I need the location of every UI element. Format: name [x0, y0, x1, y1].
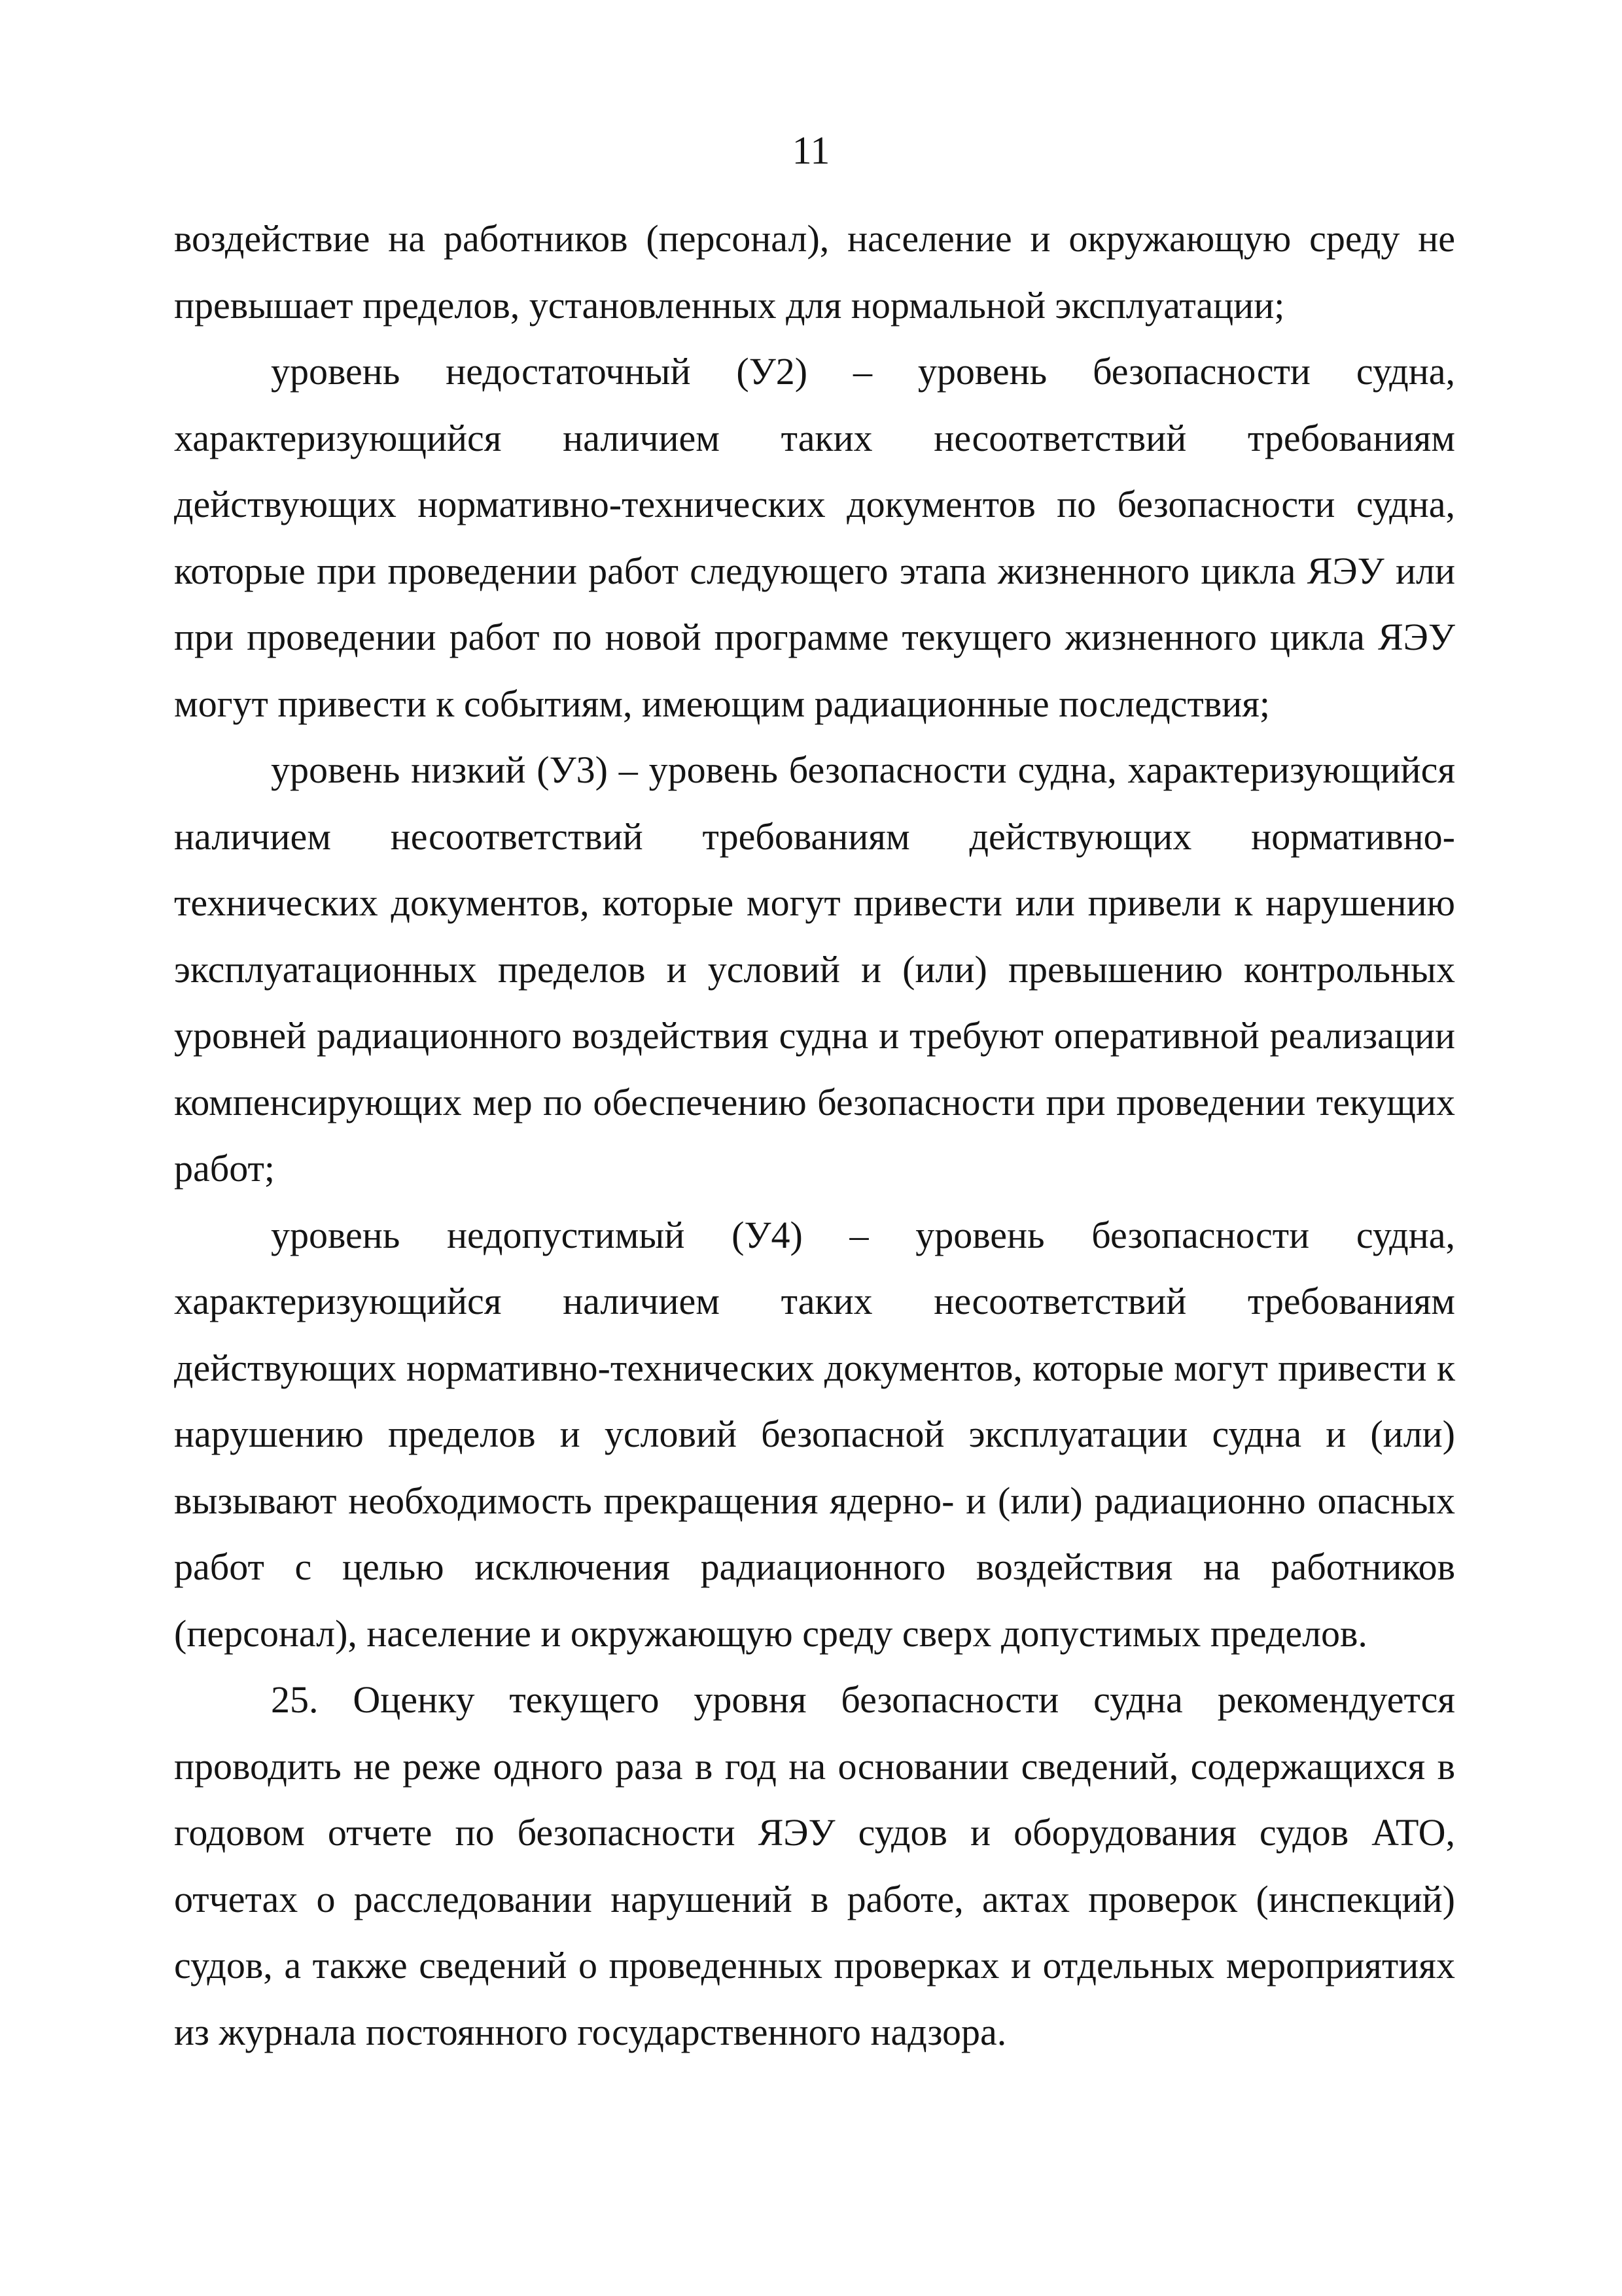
paragraph-level-u2: уровень недостаточный (У2) – уровень безопасности судна, характеризующийся наличием таких несоответствий требованиям действующих нормативно-технических документов по безопасности судна, которые при проведении работ следующего этапа жизненного цикла ЯЭУ или при проведении работ по новой программе текущего жизненного цикла ЯЭУ могут привести к событиям, имеющим радиационные последствия;: [174, 350, 1455, 725]
paragraph-level-u4: уровень недопустимый (У4) – уровень безопасности судна, характеризующийся наличием таких несоответствий требованиям действующих нормативно-технических документов, которые могут привести к нарушению пределов и условий безопасной эксплуатации судна и (или) вызывают необходимость прекращения ядерно- и (или) радиационно опасных работ с целью исключения радиационного воздействия на работников (персонал), население и окружающую среду сверх допустимых пределов.: [174, 1213, 1455, 1655]
paragraph-item-25: 25. Оценку текущего уровня безопасности судна рекомендуется проводить не реже одного раза в год на основании сведений, содержащихся в годовом отчете по безопасности ЯЭУ судов и оборудования судов АТО, отчетах о расследовании нарушений в работе, актах проверок (инспекций) судов, а также сведений о проведенных проверках и отдельных мероприятиях из журнала постоянного государственного надзора.: [174, 1678, 1455, 2053]
paragraph-level-u3: уровень низкий (У3) – уровень безопасности судна, характеризующийся наличием несоответствий требованиям действующих нормативно-технических документов, которые могут привести или привели к нарушению эксплуатационных пределов и условий и (или) превышению контрольных уровней радиационного воздействия судна и требуют оперативной реализации компенсирующих мер по обеспечению безопасности при проведении текущих работ;: [174, 749, 1455, 1190]
page-number: 11: [792, 129, 830, 172]
document-body: [174, 205, 1455, 2065]
paragraph-continuation: воздействие на работников (персонал), население и окружающую среду не превышает пределов, установленных для нормальной эксплуатации;: [174, 217, 1455, 327]
